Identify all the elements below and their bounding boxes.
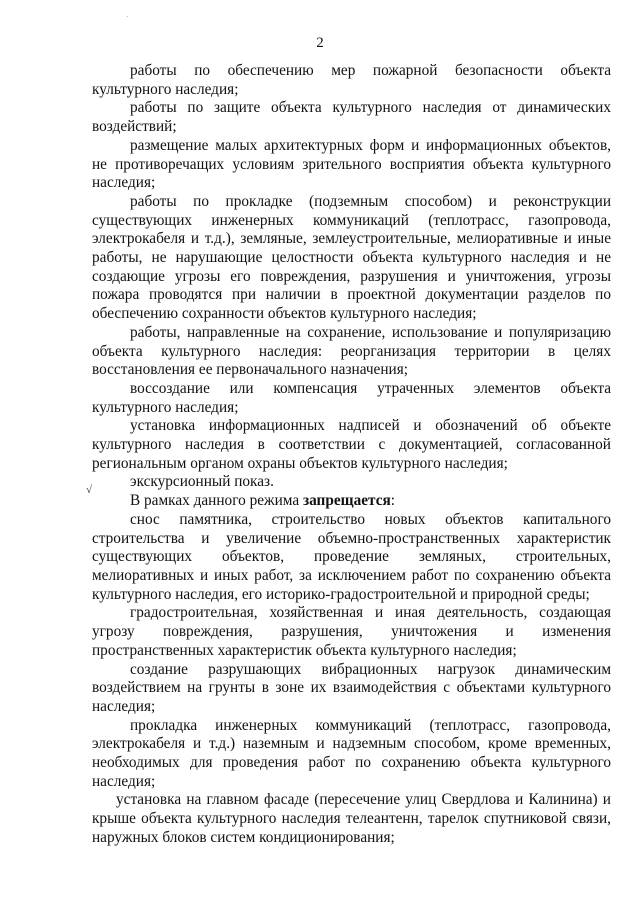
prohibition-overground-utilities: прокладка инженерных коммуникаций (теплотрасс, газопровода, электрокабеля и т.д.) наземным и надземным способом, кроме временных, необходимых для проведения работ по сохранению объекта культурного наследия; [92, 716, 611, 790]
page-number: 2 [316, 35, 324, 51]
paragraph-small-forms: размещение малых архитектурных форм и информационных объектов, не противоречащих условиям зрительного восприятия объекта культурного наследия; [92, 136, 611, 192]
paragraph-dynamic-protection: работы по защите объекта культурного наследия от динамических воздействий; [92, 99, 611, 136]
prohibition-prefix: В рамках данного режима [130, 492, 303, 510]
document-body [92, 62, 611, 848]
paragraph-signage: установка информационных надписей и обозначений об объекте культурного наследия в соответствии с документацией, согласованной региональным органом охраны объектов культурного наследия; [92, 417, 611, 472]
stray-mark: · [126, 13, 129, 21]
paragraph-fire-safety: работы по обеспечению мер пожарной безопасности объекта культурного наследия; [92, 62, 611, 98]
paragraph-excursion: экскурсионный показ. [130, 473, 274, 491]
prohibition-facade-equipment: установка на главном фасаде (пересечение улиц Свердлова и Калинина) и крыше объекта культурного наследия телеантенн, тарелок спутниковой связи, наружных блоков систем кондиционирования; [92, 791, 611, 846]
paragraph-preservation-works: работы, направленные на сохранение, использование и популяризацию объекта культурного наследия: реорганизация территории в целях восстановления ее первоначального назначения; [92, 323, 611, 379]
prohibition-heading [92, 492, 611, 511]
prohibition-keyword: запрещается [302, 492, 391, 510]
prohibition-urban-activity: градостроительная, хозяйственная и иная деятельность, создающая угрозу повреждения, разрушения, уничтожения и изменения пространственных характеристик объекта культурного наследия; [92, 604, 611, 659]
margin-checkmark: √ [86, 484, 93, 496]
prohibition-suffix: : [390, 492, 396, 510]
paragraph-reconstruction: воссоздание или компенсация утраченных элементов объекта культурного наследия; [92, 379, 611, 416]
prohibition-vibration: создание разрушающих вибрационных нагрузок динамическим воздействием на грунты в зоне их взаимодействия с объектами культурного наследия; [92, 660, 611, 715]
paragraph-utilities-works: работы по прокладке (подземным способом) и реконструкции существующих инженерных коммуникаций (теплотрасс, газопровода, электрокабеля и т.д.), земляные, землеустроительные, мелиоративные и иные работы, не нарушающие целостности объекта культурного наследия и не создающие угрозы его повреждения, разрушения и уничтожения, угрозы пожара проводятся при наличии в проектной документации разделов по обеспечению сохранности объектов культурного наследия; [92, 192, 611, 323]
prohibition-demolition: снос памятника, строительство новых объектов капитального строительства и увеличение объемно-пространственных характеристик существующих объектов, проведение земляных, строительных, мелиоративных и иных работ, за исключением работ по сохранению объекта культурного наследия, его историко-градостроительной и природной среды; [92, 510, 611, 603]
